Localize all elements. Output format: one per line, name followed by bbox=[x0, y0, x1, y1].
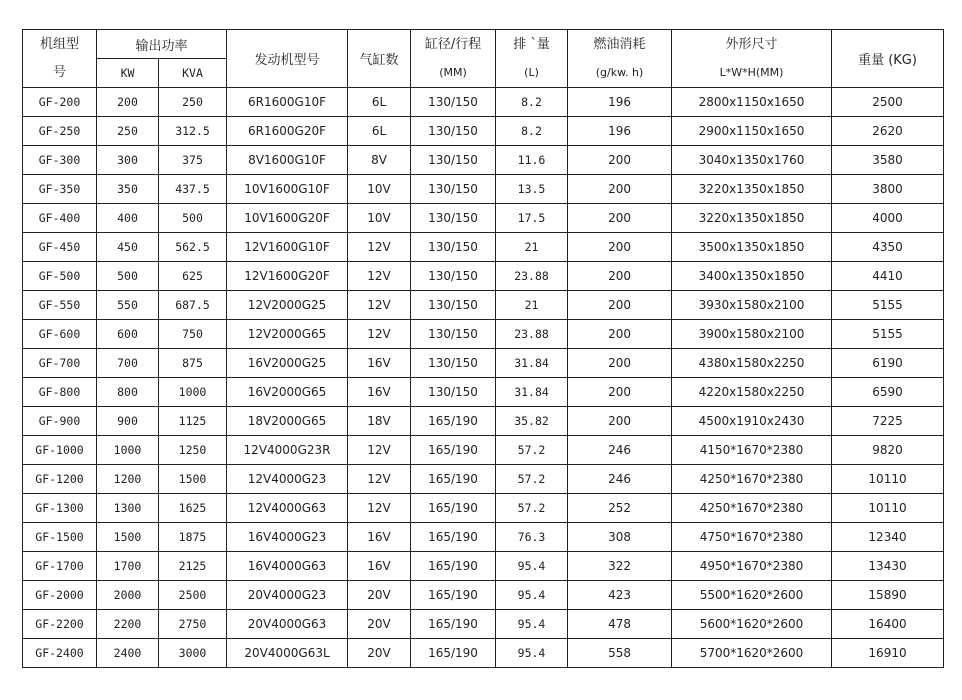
cell-weight: 6190 bbox=[832, 349, 944, 378]
cell-model: GF-300 bbox=[23, 146, 97, 175]
header-model bbox=[23, 30, 97, 88]
cell-weight: 3800 bbox=[832, 175, 944, 204]
header-bore-stroke bbox=[411, 30, 496, 88]
header-fuel-line1: 燃油消耗 bbox=[593, 36, 646, 52]
cell-fuel-consumption: 200 bbox=[568, 233, 672, 262]
cell-dimensions: 4380x1580x2250 bbox=[672, 349, 832, 378]
cell-weight: 5155 bbox=[832, 320, 944, 349]
table-row bbox=[23, 146, 944, 175]
cell-model: GF-600 bbox=[23, 320, 97, 349]
table-row bbox=[23, 407, 944, 436]
cell-bore-stroke: 130/150 bbox=[411, 88, 496, 117]
cell-kw: 2200 bbox=[97, 610, 159, 639]
header-bore-stroke-line2: (MM) bbox=[439, 65, 467, 79]
cell-kva: 750 bbox=[159, 320, 227, 349]
cell-displacement: 95.4 bbox=[496, 552, 568, 581]
cell-kva: 437.5 bbox=[159, 175, 227, 204]
cell-bore-stroke: 165/190 bbox=[411, 639, 496, 668]
cell-engine-model: 16V4000G63 bbox=[227, 552, 348, 581]
cell-cylinders: 12V bbox=[348, 262, 411, 291]
cell-dimensions: 3040x1350x1760 bbox=[672, 146, 832, 175]
table-row bbox=[23, 581, 944, 610]
header-kw: KW bbox=[97, 59, 159, 88]
cell-bore-stroke: 165/190 bbox=[411, 494, 496, 523]
table-row bbox=[23, 465, 944, 494]
cell-model: GF-1000 bbox=[23, 436, 97, 465]
cell-displacement: 17.5 bbox=[496, 204, 568, 233]
table-row bbox=[23, 233, 944, 262]
generator-spec-table bbox=[22, 29, 944, 668]
cell-kw: 200 bbox=[97, 88, 159, 117]
cell-kva: 1625 bbox=[159, 494, 227, 523]
cell-kva: 3000 bbox=[159, 639, 227, 668]
cell-weight: 10110 bbox=[832, 494, 944, 523]
cell-dimensions: 4220x1580x2250 bbox=[672, 378, 832, 407]
cell-engine-model: 20V4000G23 bbox=[227, 581, 348, 610]
header-model-line2: 号 bbox=[52, 64, 66, 80]
cell-cylinders: 12V bbox=[348, 233, 411, 262]
cell-engine-model: 16V2000G65 bbox=[227, 378, 348, 407]
cell-engine-model: 8V1600G10F bbox=[227, 146, 348, 175]
cell-engine-model: 12V2000G65 bbox=[227, 320, 348, 349]
cell-dimensions: 3500x1350x1850 bbox=[672, 233, 832, 262]
cell-bore-stroke: 130/150 bbox=[411, 175, 496, 204]
cell-engine-model: 12V2000G25 bbox=[227, 291, 348, 320]
cell-weight: 12340 bbox=[832, 523, 944, 552]
cell-displacement: 35.82 bbox=[496, 407, 568, 436]
cell-model: GF-550 bbox=[23, 291, 97, 320]
cell-kva: 250 bbox=[159, 88, 227, 117]
cell-kva: 2125 bbox=[159, 552, 227, 581]
cell-bore-stroke: 130/150 bbox=[411, 262, 496, 291]
cell-displacement: 57.2 bbox=[496, 436, 568, 465]
header-cylinders: 气缸数 bbox=[348, 30, 411, 88]
cell-cylinders: 20V bbox=[348, 610, 411, 639]
cell-fuel-consumption: 200 bbox=[568, 204, 672, 233]
cell-weight: 6590 bbox=[832, 378, 944, 407]
cell-kw: 1500 bbox=[97, 523, 159, 552]
cell-kw: 800 bbox=[97, 378, 159, 407]
cell-bore-stroke: 165/190 bbox=[411, 581, 496, 610]
table-row bbox=[23, 552, 944, 581]
cell-cylinders: 16V bbox=[348, 349, 411, 378]
header-model-line1: 机组型 bbox=[39, 36, 79, 52]
cell-model: GF-500 bbox=[23, 262, 97, 291]
cell-fuel-consumption: 478 bbox=[568, 610, 672, 639]
cell-fuel-consumption: 200 bbox=[568, 175, 672, 204]
cell-fuel-consumption: 200 bbox=[568, 262, 672, 291]
cell-fuel-consumption: 246 bbox=[568, 465, 672, 494]
cell-weight: 4000 bbox=[832, 204, 944, 233]
cell-dimensions: 4250*1670*2380 bbox=[672, 494, 832, 523]
cell-kw: 300 bbox=[97, 146, 159, 175]
cell-cylinders: 16V bbox=[348, 378, 411, 407]
header-fuel-line2: (g/kw. h) bbox=[595, 65, 644, 79]
cell-engine-model: 16V4000G23 bbox=[227, 523, 348, 552]
cell-bore-stroke: 130/150 bbox=[411, 291, 496, 320]
cell-displacement: 95.4 bbox=[496, 639, 568, 668]
cell-fuel-consumption: 200 bbox=[568, 146, 672, 175]
cell-dimensions: 5700*1620*2600 bbox=[672, 639, 832, 668]
cell-model: GF-450 bbox=[23, 233, 97, 262]
cell-kva: 375 bbox=[159, 146, 227, 175]
cell-dimensions: 5600*1620*2600 bbox=[672, 610, 832, 639]
cell-kw: 550 bbox=[97, 291, 159, 320]
cell-displacement: 8.2 bbox=[496, 88, 568, 117]
cell-fuel-consumption: 200 bbox=[568, 291, 672, 320]
cell-weight: 9820 bbox=[832, 436, 944, 465]
cell-dimensions: 4150*1670*2380 bbox=[672, 436, 832, 465]
cell-kva: 312.5 bbox=[159, 117, 227, 146]
cell-kva: 1500 bbox=[159, 465, 227, 494]
cell-cylinders: 12V bbox=[348, 465, 411, 494]
header-weight: 重量 (KG) bbox=[832, 30, 944, 88]
cell-fuel-consumption: 196 bbox=[568, 88, 672, 117]
cell-kw: 900 bbox=[97, 407, 159, 436]
cell-kw: 1700 bbox=[97, 552, 159, 581]
cell-dimensions: 4250*1670*2380 bbox=[672, 465, 832, 494]
cell-kw: 450 bbox=[97, 233, 159, 262]
cell-displacement: 31.84 bbox=[496, 349, 568, 378]
cell-model: GF-2400 bbox=[23, 639, 97, 668]
header-dimensions bbox=[672, 30, 832, 88]
cell-cylinders: 8V bbox=[348, 146, 411, 175]
cell-engine-model: 18V2000G65 bbox=[227, 407, 348, 436]
cell-kva: 1000 bbox=[159, 378, 227, 407]
cell-kw: 700 bbox=[97, 349, 159, 378]
cell-cylinders: 12V bbox=[348, 436, 411, 465]
header-displacement-line1: 排 `量 bbox=[513, 36, 550, 52]
cell-model: GF-350 bbox=[23, 175, 97, 204]
cell-dimensions: 4500x1910x2430 bbox=[672, 407, 832, 436]
cell-kw: 400 bbox=[97, 204, 159, 233]
table-row bbox=[23, 291, 944, 320]
cell-bore-stroke: 130/150 bbox=[411, 117, 496, 146]
cell-bore-stroke: 165/190 bbox=[411, 407, 496, 436]
table-header bbox=[23, 30, 944, 88]
cell-kw: 1000 bbox=[97, 436, 159, 465]
cell-cylinders: 20V bbox=[348, 639, 411, 668]
cell-dimensions: 5500*1620*2600 bbox=[672, 581, 832, 610]
table-row bbox=[23, 349, 944, 378]
cell-kva: 875 bbox=[159, 349, 227, 378]
cell-model: GF-1300 bbox=[23, 494, 97, 523]
cell-displacement: 13.5 bbox=[496, 175, 568, 204]
cell-fuel-consumption: 246 bbox=[568, 436, 672, 465]
cell-engine-model: 12V4000G63 bbox=[227, 494, 348, 523]
cell-bore-stroke: 130/150 bbox=[411, 378, 496, 407]
cell-kw: 1300 bbox=[97, 494, 159, 523]
cell-displacement: 23.88 bbox=[496, 262, 568, 291]
cell-engine-model: 12V4000G23 bbox=[227, 465, 348, 494]
cell-kw: 2000 bbox=[97, 581, 159, 610]
cell-model: GF-1200 bbox=[23, 465, 97, 494]
cell-weight: 4350 bbox=[832, 233, 944, 262]
table-row bbox=[23, 262, 944, 291]
cell-kw: 500 bbox=[97, 262, 159, 291]
cell-bore-stroke: 130/150 bbox=[411, 204, 496, 233]
cell-weight: 7225 bbox=[832, 407, 944, 436]
cell-model: GF-900 bbox=[23, 407, 97, 436]
cell-weight: 5155 bbox=[832, 291, 944, 320]
cell-model: GF-2200 bbox=[23, 610, 97, 639]
cell-bore-stroke: 165/190 bbox=[411, 523, 496, 552]
cell-weight: 4410 bbox=[832, 262, 944, 291]
cell-dimensions: 2800x1150x1650 bbox=[672, 88, 832, 117]
cell-cylinders: 20V bbox=[348, 581, 411, 610]
table-row bbox=[23, 494, 944, 523]
cell-dimensions: 4750*1670*2380 bbox=[672, 523, 832, 552]
cell-engine-model: 20V4000G63 bbox=[227, 610, 348, 639]
cell-model: GF-1500 bbox=[23, 523, 97, 552]
cell-engine-model: 20V4000G63L bbox=[227, 639, 348, 668]
cell-displacement: 21 bbox=[496, 233, 568, 262]
table-row bbox=[23, 436, 944, 465]
cell-fuel-consumption: 423 bbox=[568, 581, 672, 610]
header-kva: KVA bbox=[159, 59, 227, 88]
cell-bore-stroke: 165/190 bbox=[411, 610, 496, 639]
cell-engine-model: 10V1600G10F bbox=[227, 175, 348, 204]
cell-bore-stroke: 130/150 bbox=[411, 349, 496, 378]
cell-bore-stroke: 130/150 bbox=[411, 233, 496, 262]
cell-cylinders: 6L bbox=[348, 117, 411, 146]
cell-model: GF-1700 bbox=[23, 552, 97, 581]
cell-engine-model: 12V1600G10F bbox=[227, 233, 348, 262]
cell-model: GF-700 bbox=[23, 349, 97, 378]
cell-kw: 2400 bbox=[97, 639, 159, 668]
cell-kw: 1200 bbox=[97, 465, 159, 494]
cell-fuel-consumption: 200 bbox=[568, 349, 672, 378]
cell-kw: 250 bbox=[97, 117, 159, 146]
cell-displacement: 95.4 bbox=[496, 581, 568, 610]
cell-displacement: 95.4 bbox=[496, 610, 568, 639]
cell-dimensions: 3930x1580x2100 bbox=[672, 291, 832, 320]
cell-dimensions: 3900x1580x2100 bbox=[672, 320, 832, 349]
header-dimensions-line2: L*W*H(MM) bbox=[719, 65, 784, 79]
cell-kva: 562.5 bbox=[159, 233, 227, 262]
cell-cylinders: 16V bbox=[348, 523, 411, 552]
table-row bbox=[23, 378, 944, 407]
cell-weight: 2620 bbox=[832, 117, 944, 146]
cell-kva: 687.5 bbox=[159, 291, 227, 320]
cell-cylinders: 12V bbox=[348, 291, 411, 320]
cell-kw: 350 bbox=[97, 175, 159, 204]
cell-cylinders: 16V bbox=[348, 552, 411, 581]
cell-dimensions: 4950*1670*2380 bbox=[672, 552, 832, 581]
cell-fuel-consumption: 200 bbox=[568, 378, 672, 407]
cell-weight: 15890 bbox=[832, 581, 944, 610]
cell-kva: 1125 bbox=[159, 407, 227, 436]
cell-fuel-consumption: 252 bbox=[568, 494, 672, 523]
cell-fuel-consumption: 308 bbox=[568, 523, 672, 552]
table-row bbox=[23, 523, 944, 552]
cell-kva: 2750 bbox=[159, 610, 227, 639]
cell-displacement: 11.6 bbox=[496, 146, 568, 175]
table-row bbox=[23, 639, 944, 668]
cell-cylinders: 12V bbox=[348, 320, 411, 349]
cell-bore-stroke: 130/150 bbox=[411, 320, 496, 349]
cell-kva: 1875 bbox=[159, 523, 227, 552]
cell-displacement: 57.2 bbox=[496, 494, 568, 523]
cell-engine-model: 6R1600G10F bbox=[227, 88, 348, 117]
header-fuel-consumption bbox=[568, 30, 672, 88]
table-row bbox=[23, 320, 944, 349]
cell-model: GF-800 bbox=[23, 378, 97, 407]
cell-displacement: 57.2 bbox=[496, 465, 568, 494]
cell-fuel-consumption: 200 bbox=[568, 407, 672, 436]
cell-bore-stroke: 165/190 bbox=[411, 436, 496, 465]
cell-engine-model: 10V1600G20F bbox=[227, 204, 348, 233]
cell-model: GF-250 bbox=[23, 117, 97, 146]
cell-cylinders: 10V bbox=[348, 204, 411, 233]
cell-cylinders: 12V bbox=[348, 494, 411, 523]
cell-kw: 600 bbox=[97, 320, 159, 349]
cell-engine-model: 12V1600G20F bbox=[227, 262, 348, 291]
table-row bbox=[23, 610, 944, 639]
cell-bore-stroke: 165/190 bbox=[411, 552, 496, 581]
header-dimensions-line1: 外形尺寸 bbox=[725, 36, 778, 52]
cell-kva: 2500 bbox=[159, 581, 227, 610]
cell-cylinders: 18V bbox=[348, 407, 411, 436]
table-row bbox=[23, 117, 944, 146]
cell-fuel-consumption: 200 bbox=[568, 320, 672, 349]
cell-kva: 1250 bbox=[159, 436, 227, 465]
cell-model: GF-400 bbox=[23, 204, 97, 233]
cell-weight: 10110 bbox=[832, 465, 944, 494]
cell-displacement: 76.3 bbox=[496, 523, 568, 552]
cell-fuel-consumption: 196 bbox=[568, 117, 672, 146]
table-body bbox=[23, 88, 944, 668]
cell-dimensions: 2900x1150x1650 bbox=[672, 117, 832, 146]
cell-displacement: 8.2 bbox=[496, 117, 568, 146]
table-row bbox=[23, 204, 944, 233]
cell-kva: 625 bbox=[159, 262, 227, 291]
cell-weight: 2500 bbox=[832, 88, 944, 117]
cell-cylinders: 10V bbox=[348, 175, 411, 204]
header-bore-stroke-line1: 缸径/行程 bbox=[424, 36, 482, 52]
cell-weight: 3580 bbox=[832, 146, 944, 175]
cell-fuel-consumption: 558 bbox=[568, 639, 672, 668]
cell-engine-model: 6R1600G20F bbox=[227, 117, 348, 146]
cell-displacement: 21 bbox=[496, 291, 568, 320]
header-output-power: 输出功率 bbox=[97, 30, 227, 59]
cell-dimensions: 3220x1350x1850 bbox=[672, 175, 832, 204]
cell-fuel-consumption: 322 bbox=[568, 552, 672, 581]
cell-weight: 13430 bbox=[832, 552, 944, 581]
cell-engine-model: 16V2000G25 bbox=[227, 349, 348, 378]
cell-engine-model: 12V4000G23R bbox=[227, 436, 348, 465]
cell-dimensions: 3400x1350x1850 bbox=[672, 262, 832, 291]
table-row bbox=[23, 175, 944, 204]
cell-model: GF-200 bbox=[23, 88, 97, 117]
table-row bbox=[23, 88, 944, 117]
cell-bore-stroke: 130/150 bbox=[411, 146, 496, 175]
cell-cylinders: 6L bbox=[348, 88, 411, 117]
cell-model: GF-2000 bbox=[23, 581, 97, 610]
cell-weight: 16400 bbox=[832, 610, 944, 639]
cell-kva: 500 bbox=[159, 204, 227, 233]
header-displacement bbox=[496, 30, 568, 88]
cell-bore-stroke: 165/190 bbox=[411, 465, 496, 494]
header-displacement-line2: (L) bbox=[524, 65, 539, 79]
cell-displacement: 23.88 bbox=[496, 320, 568, 349]
cell-dimensions: 3220x1350x1850 bbox=[672, 204, 832, 233]
header-engine-model: 发动机型号 bbox=[227, 30, 348, 88]
cell-displacement: 31.84 bbox=[496, 378, 568, 407]
cell-weight: 16910 bbox=[832, 639, 944, 668]
